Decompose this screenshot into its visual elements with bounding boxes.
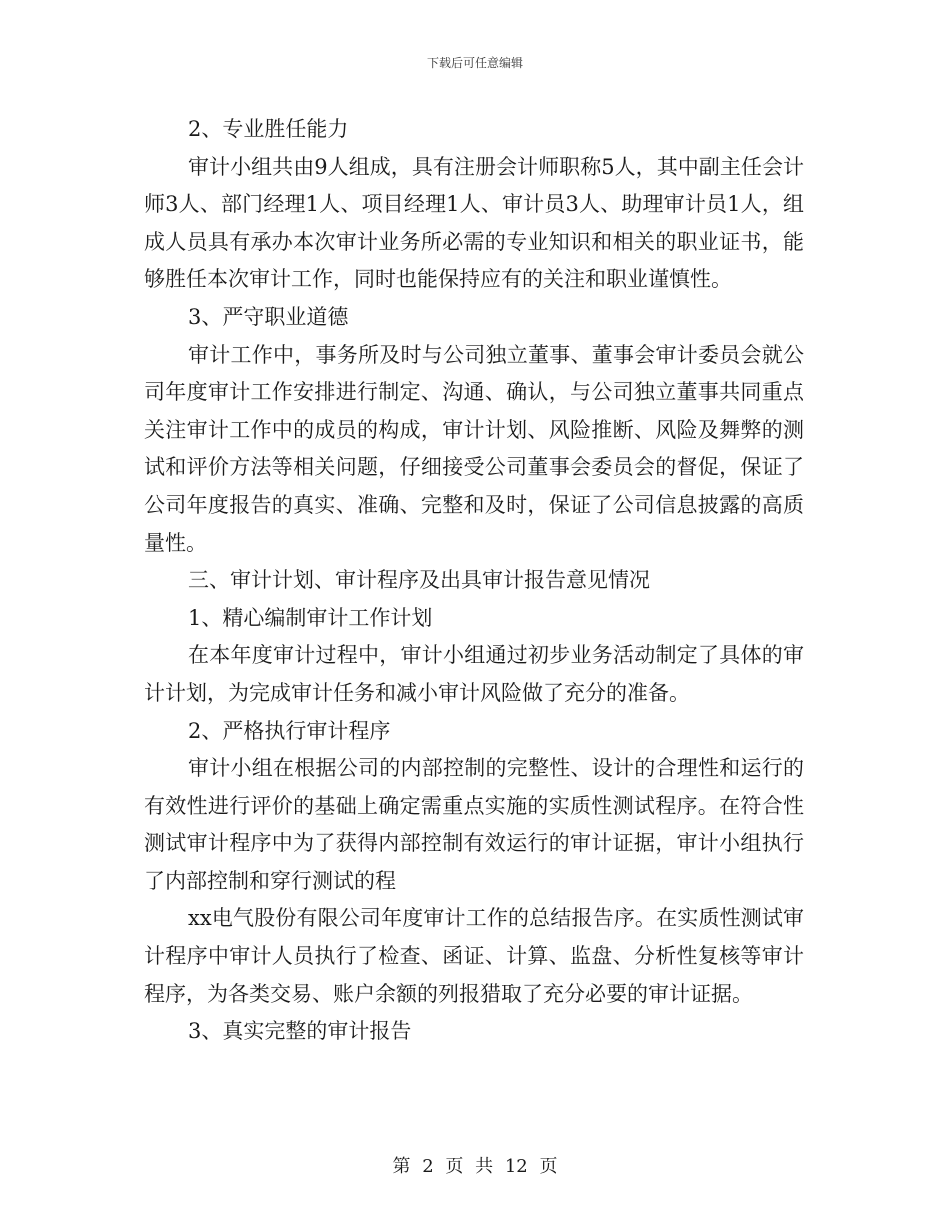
paragraph-substantive-testing: xx电气股份有限公司年度审计工作的总结报告序。在实质性测试审计程序中审计人员执行了检查、函证、计算、监盘、分析性复核等审计程序，为各类交易、账户余额的列报猎取了充分必要的审计证据。 <box>144 906 804 1006</box>
subheading-audit-work-plan: 1、精心编制审计工作计划 <box>188 605 433 630</box>
subheading-audit-report: 3、真实完整的审计报告 <box>188 1019 412 1044</box>
paragraph-audit-plan: 在本年度审计过程中，审计小组通过初步业务活动制定了具体的审计计划，为完成审计任务和减小审计风险做了充分的准备。 <box>144 643 804 705</box>
paragraph-audit-communication: 审计工作中，事务所及时与公司独立董事、董事会审计委员会就公司年度审计工作安排进行制定、沟通、确认，与公司独立董事共同重点关注审计工作中的成员的构成，审计计划、风险推断、风险及舞弊的测试和评价方法等相关问题，仔细接受公司董事会委员会的督促，保证了公司年度报告的真实、准确、完整和及时，保证了公司信息披露的高质量性。 <box>144 342 804 555</box>
page-header: 下载后可任意编辑 <box>426 56 523 70</box>
document-body <box>144 111 804 1051</box>
section-heading-professional-competence: 2、专业胜任能力 <box>188 117 349 141</box>
subheading-audit-procedure: 2、严格执行审计程序 <box>188 718 391 743</box>
paragraph-internal-control-testing: 审计小组在根据公司的内部控制的完整性、设计的合理性和运行的有效性进行评价的基础上确定需重点实施的实质性测试程序。在符合性测试审计程序中为了获得内部控制有效运行的审计证据，审计小组执行了内部控制和穿行测试的程 <box>144 756 804 893</box>
page-number-footer: 第 2 页 共 12 页 <box>392 1156 558 1177</box>
section-heading-professional-ethics: 3、严守职业道德 <box>188 304 349 329</box>
paragraph-audit-team: 审计小组共由9人组成，具有注册会计师职称5人，其中副主任会计师3人、部门经理1人、项目经理1人、审计员3人、助理审计员1人，组成人员具有承办本次审计业务所必需的专业知识和相关的职业证书，能够胜任本次审计工作，同时也能保持应有的关注和职业谨慎性。 <box>144 154 804 292</box>
section-heading-audit-plan: 三、审计计划、审计程序及出具审计报告意见情况 <box>188 568 650 593</box>
